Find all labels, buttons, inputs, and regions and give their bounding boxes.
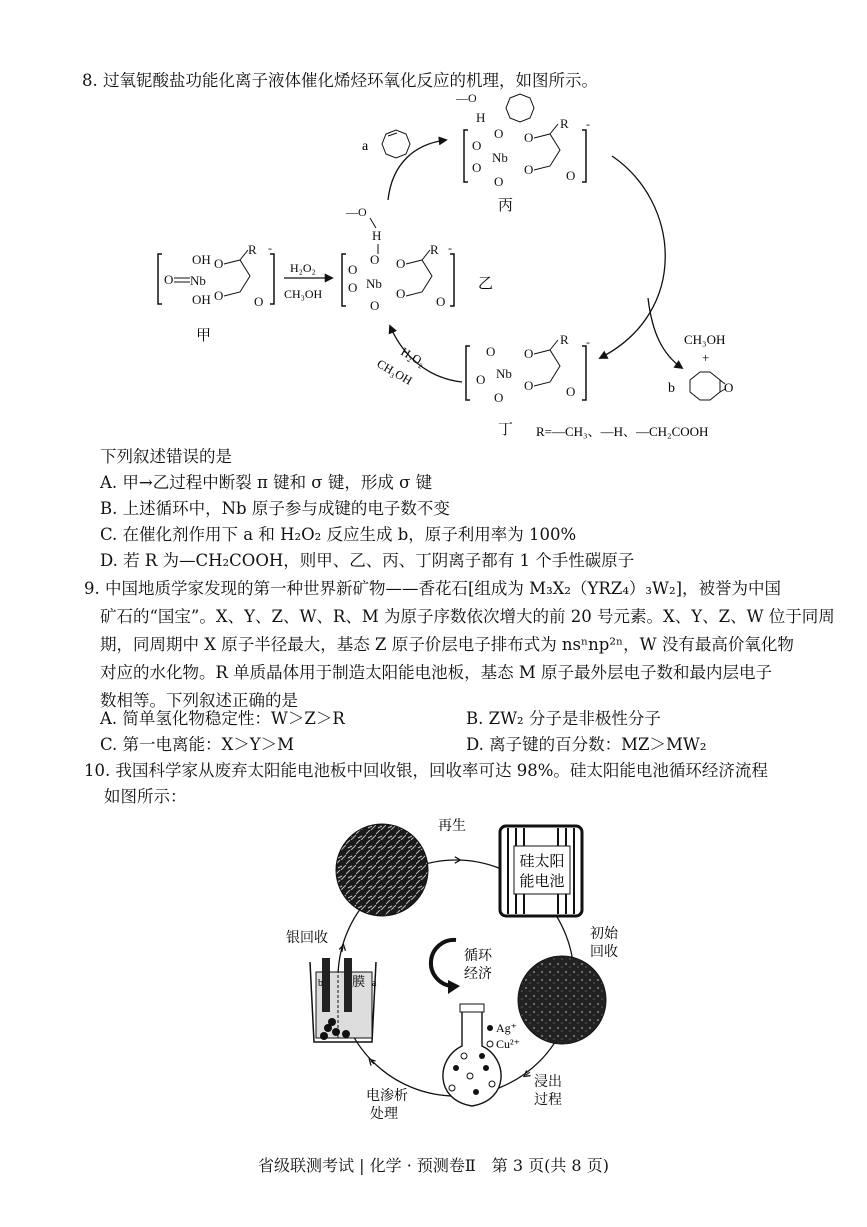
stage-electrodialysis-2: 处理 — [370, 1106, 398, 1122]
q10-stem-line-2: 如图所示： — [104, 787, 187, 806]
compound-bing — [455, 92, 590, 189]
svg-text:O: O — [524, 346, 534, 361]
label-jia: 甲 — [196, 326, 212, 344]
product-ch3oh: CH₃OH — [684, 332, 726, 347]
q8-question: 下列叙述错误的是 — [100, 447, 232, 466]
svg-text:O: O — [348, 262, 358, 277]
electrode-b: b — [318, 978, 323, 989]
reagent-h2o2-return: H₂O₂ — [398, 344, 428, 370]
silicon-crystal-disc — [336, 824, 428, 916]
cyclooctene-a-icon — [382, 130, 410, 158]
label-b: b — [668, 381, 675, 396]
stage-initial-1: 初始 — [590, 926, 618, 942]
q8-option-b: B. 上述循环中，Nb 原子参与成键的电子数不变 — [100, 499, 450, 518]
r-definition: R=—CH₃、—H、—CH₂COOH — [536, 424, 709, 439]
q9-option-c: C. 第一电离能：X＞Y＞M — [100, 735, 295, 754]
panel-label-1: 硅太阳 — [519, 852, 565, 870]
svg-text:—O: —O — [346, 205, 367, 219]
q9-option-a: A. 简单氢化物稳定性：W＞Z＞R — [100, 709, 345, 728]
product-plus: + — [702, 350, 710, 365]
svg-text:O: O — [254, 294, 264, 309]
svg-text:O: O — [436, 294, 446, 309]
label-ding: 丁 — [498, 420, 514, 438]
svg-text:O: O — [214, 288, 224, 303]
svg-text:O: O — [566, 168, 576, 183]
label-yi: 乙 — [478, 274, 494, 292]
q8-option-a: A. 甲→乙过程中断裂 π 键和 σ 键，形成 σ 键 — [100, 473, 433, 492]
svg-text:O: O — [472, 138, 482, 153]
q9-stem-line-5: 数相等。下列叙述正确的是 — [100, 691, 298, 710]
svg-text:O: O — [724, 380, 734, 395]
panel-label-2: 能电池 — [519, 872, 565, 890]
q10-recycling-diagram — [276, 810, 636, 1130]
svg-text:-: - — [448, 241, 452, 255]
svg-text:O: O — [486, 344, 496, 359]
svg-text:O: O — [524, 162, 534, 177]
cycle-label-1: 循环 — [464, 948, 492, 964]
ion-ag: Ag⁺ — [496, 1021, 517, 1035]
stage-regen: 再生 — [438, 818, 466, 834]
ion-cu: Cu²⁺ — [496, 1037, 520, 1051]
svg-text:-: - — [586, 335, 590, 349]
membrane-label: 膜 — [352, 975, 366, 990]
svg-text:H: H — [476, 110, 486, 125]
reagent-ch3oh-return: CH₃OH — [374, 356, 415, 388]
electrodialysis-beaker-icon — [310, 958, 376, 1042]
svg-text:R: R — [560, 116, 569, 131]
compound-yi — [342, 205, 454, 313]
q8-option-d: D. 若 R 为—CH₂COOH，则甲、乙、丙、丁阴离子都有 1 个手性碳原子 — [100, 551, 635, 570]
svg-text:R: R — [430, 242, 439, 257]
svg-text:O: O — [370, 252, 380, 267]
cycle-label-2: 经济 — [464, 966, 492, 982]
svg-text:Nb: Nb — [496, 366, 512, 381]
reagent-h2o2: H₂O₂ — [290, 261, 316, 275]
page-footer: 省级联测考试 | 化学 · 预测卷Ⅱ 第 3 页(共 8 页) — [258, 1156, 609, 1175]
q9-option-d: D. 离子键的百分数：MZ＞MW₂ — [466, 735, 707, 754]
q9-stem-line-1: 9. 中国地质学家发现的第一种世界新矿物——香花石[组成为 M₃X₂（YRZ₄）₃W₂]，被誉为中国 — [84, 579, 782, 598]
q9-stem-line-3: 期，同周期中 X 原子半径最大，基态 Z 原子价层电子排布式为 nsⁿnp²ⁿ，W 没有最高价氧化物 — [100, 635, 794, 654]
svg-text:O: O — [494, 126, 504, 141]
q8-stem: 8. 过氧铌酸盐功能化离子液体催化烯烃环氧化反应的机理，如图所示。 — [82, 71, 598, 90]
stage-silver-recovery: 银回收 — [286, 930, 328, 946]
svg-text:O: O — [566, 384, 576, 399]
svg-text:O: O — [524, 130, 534, 145]
stage-initial-2: 回收 — [590, 944, 618, 960]
stage-leach-2: 过程 — [534, 1092, 562, 1108]
svg-text:O: O — [164, 272, 174, 287]
svg-text:O: O — [524, 378, 534, 393]
svg-text:—O: —O — [456, 92, 477, 105]
q8-option-c: C. 在催化剂作用下 a 和 H₂O₂ 反应生成 b，原子利用率为 100% — [100, 525, 577, 544]
svg-text:O: O — [494, 390, 504, 405]
electrode-a: a — [372, 978, 377, 989]
stage-electrodialysis-1: 电渗析 — [366, 1088, 408, 1104]
svg-text:O: O — [348, 280, 358, 295]
q9-stem-line-2: 矿石的“国宝”。X、Y、Z、W、R、M 为原子序数依次增大的前 20 号元素。X、Y、Z、W 位于同周 — [100, 607, 835, 626]
svg-text:-: - — [586, 117, 590, 131]
q9-option-b: B. ZW₂ 分子是非极性分子 — [466, 709, 661, 728]
epoxide-b-icon — [690, 372, 733, 400]
svg-text:O: O — [214, 256, 224, 271]
svg-text:O: O — [370, 298, 380, 313]
leaching-flask-icon — [443, 1004, 501, 1106]
svg-text:R: R — [560, 332, 569, 347]
crushed-powder-disc — [518, 956, 606, 1044]
svg-text:O: O — [396, 286, 406, 301]
compound-ding — [466, 332, 590, 405]
reagent-ch3oh: CH₃OH — [284, 287, 323, 301]
stage-leach-1: 浸出 — [534, 1074, 562, 1090]
svg-text:O: O — [472, 160, 482, 175]
cyclooctene-bound-icon — [506, 94, 534, 122]
svg-text:Nb: Nb — [492, 150, 508, 165]
svg-text:OH: OH — [192, 292, 211, 307]
svg-text:O: O — [476, 372, 486, 387]
cycle-arrow-icon — [431, 940, 456, 986]
solar-panel-icon — [500, 826, 582, 916]
label-a: a — [362, 139, 369, 154]
q10-stem-line-1: 10. 我国科学家从废弃太阳能电池板中回收银，回收率可达 98%。硅太阳能电池循环经济流程 — [84, 761, 768, 780]
q8-mechanism-diagram — [150, 92, 750, 442]
svg-text:OH: OH — [192, 252, 211, 267]
svg-text:Nb: Nb — [366, 276, 382, 291]
q9-stem-line-4: 对应的水化物。R 单质晶体用于制造太阳能电池板，基态 M 原子最外层电子数和最内层电子 — [100, 663, 773, 682]
svg-text:-: - — [268, 241, 272, 255]
label-bing: 丙 — [498, 196, 514, 214]
svg-text:O: O — [396, 256, 406, 271]
compound-jia — [158, 241, 274, 309]
svg-text:Nb: Nb — [190, 273, 206, 288]
svg-text:H: H — [372, 228, 382, 243]
svg-text:O: O — [494, 174, 504, 189]
svg-text:R: R — [248, 242, 257, 257]
